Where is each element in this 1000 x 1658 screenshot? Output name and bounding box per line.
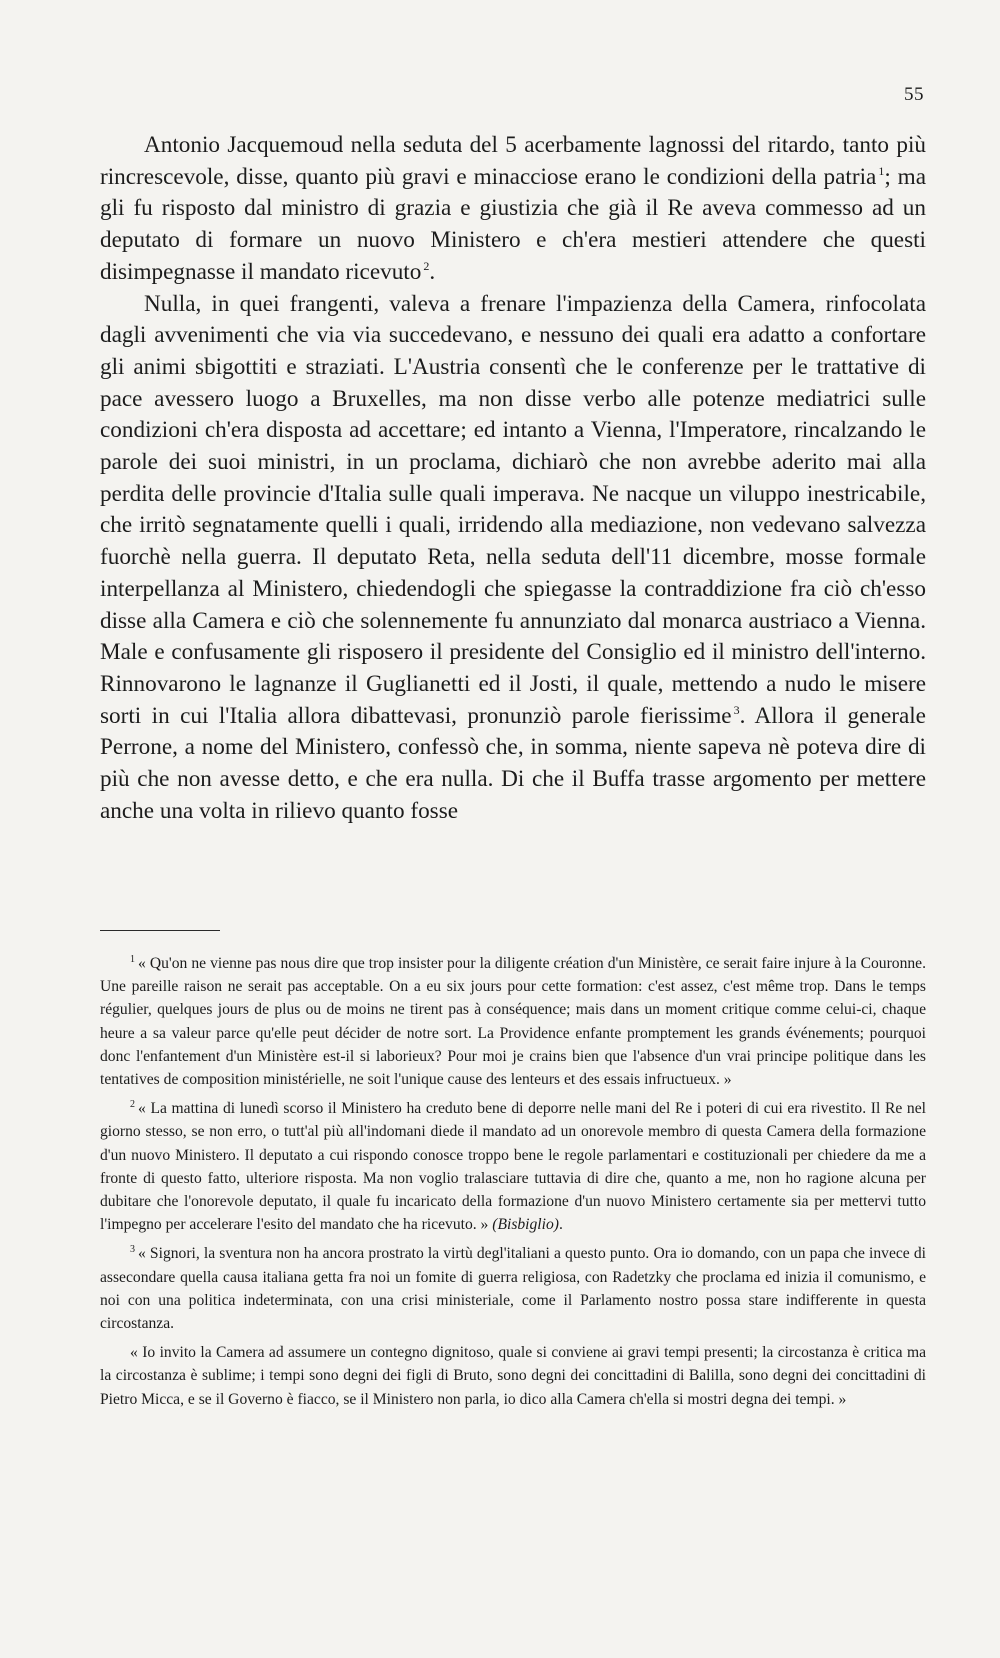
page-number: 55 xyxy=(904,84,924,105)
footnote-marker: 1 xyxy=(130,954,135,965)
paragraph-text: Nulla, in quei frangenti, valeva a frenare l'impazienza della Camera, rinfocolata dagli avvenimenti che via via succedevano, e nessuno dei quali era adatto a confortare gli animi sbigottiti e straziati. L'Austria consentì che le conferenze per le trattative di pace avessero luogo a Bruxelles, ma non disse verbo alle potenze mediatrici sulle condizioni ch'era disposta ad accettare; ed intanto a Vienna, l'Imperatore, rincalzando le parole dei suoi ministri, in un proclama, dichiarò che non avrebbe aderito mai alla perdita delle provincie d'Italia sulle quali imperava. Ne nacque un viluppo inestricabile, che irritò segnatamente quelli i quali, irridendo alla mediazione, non vedevano salvezza fuorchè nella guerra. Il deputato Reta, nella seduta dell'11 dicembre, mosse formale interpellanza al Ministero, chiedendogli che spiegasse la contraddizione fra ciò ch'esso disse alla Camera e ciò che solennemente fu annunziato dal monarca austriaco a Vienna. Male e confusamente gli risposero il presidente del Consiglio ed il ministro dell'interno. Rinnovarono le lagnanze il Guglianetti ed il Josti, il quale, mettendo a nudo le misere sorti in cui l'Italia allora dibattevasi, pronunziò parole fierissime xyxy=(100,290,926,729)
footnote xyxy=(100,1097,926,1236)
footnote-ref: 2 xyxy=(423,258,430,273)
paragraph-text: . Allora il generale Perrone, a nome del Ministero, confessò che, in somma, niente sapeva nè poteva dire di più che non avesse detto, e che era nulla. Di che il Buffa trasse argomento per mettere anche una volta in rilievo quanto fosse xyxy=(100,702,926,824)
footnote-text: « La mattina di lunedì scorso il Ministero ha creduto bene di deporre nelle mani del Re i poteri di cui era rivestito. Il Re nel giorno stesso, se non erro, o tutt'al più all'indomani diede il mandato ad un onorevole membro di questa Camera della formazione d'un nuovo Ministero. Il deputato a cui rispondo conosce troppo bene le regole parlamentari e costituzionali per chiedere da me a fronte di questo fatto, ulteriore risposta. Ma non voglio tralasciare tuttavia di dire che, quanto a me, non ho ragione alcuna per dubitare che l'onorevole deputato, il quale fu incaricato della formazione d'un nuovo Ministero certamente sia per mettervi tutto l'impegno per accelerare l'esito del mandato che ha ricevuto. » xyxy=(100,1100,926,1234)
footnote-italic: (Bisbiglio) xyxy=(492,1216,559,1234)
footnote-text: « Signori, la sventura non ha ancora prostrato la virtù degl'italiani a questo punto. Ora io domando, con un papa che invece di assecondare quella causa italiana getta fra noi un fomite di guerra religiosa, con Radetzky che proclama ed inizia il comunismo, e noi con una politica indeterminata, con una crisi ministeriale, come il Parlamento nostro possa stare indifferente in questa circostanza. xyxy=(100,1245,926,1333)
footnote xyxy=(100,952,926,1091)
footnotes xyxy=(100,952,926,1417)
footnote-text-end: . xyxy=(558,1216,563,1234)
footnote-ref: 1 xyxy=(878,163,885,178)
paragraph-text: . xyxy=(429,258,436,285)
paragraph-text: ; ma gli fu risposto dal ministro di grazia e giustizia che già il Re aveva commesso ad un deputato di formare un nuovo Ministero e ch'era mestieri attendere che questi disimpegnasse il mandato ricevuto xyxy=(100,163,926,285)
footnote-marker: 2 xyxy=(130,1099,135,1111)
paragraph xyxy=(100,289,926,828)
footnote xyxy=(100,1242,926,1335)
footnote-continuation xyxy=(100,1341,926,1411)
paragraph-text: Antonio Jacquemoud nella seduta del 5 acerbamente lagnossi del ritardo, tanto più rincrescevole, disse, quanto più gravi e minacciose erano le condizioni della patria xyxy=(100,132,926,190)
paragraph xyxy=(100,130,926,289)
main-text xyxy=(100,130,926,827)
footnote-text: « Io invito la Camera ad assumere un contegno dignitoso, quale si conviene ai gravi tempi presenti; la circostanza è critica ma la circostanza è sublime; i tempi sono degni dei figli di Bruto, sono degni dei concittadini di Balilla, sono degni dei concittadini di Pietro Micca, e se il Governo è fiacco, se il Ministero non parla, io dico alla Camera ch'ella si mostri degna dei tempi. » xyxy=(100,1344,926,1408)
footnote-text: « Qu'on ne vienne pas nous dire que trop insister pour la diligente création d'un Ministère, ce serait faire injure à la Couronne. Une pareille raison ne serait pas acceptable. On a eu six jours pour cette formation: c'est assez, c'est même trop. Dans le temps régulier, quelques jours de plus ou de moins ne tirent pas à conséquence; mais dans un moment critique comme celui-ci, chaque heure a sa valeur parce qu'elle peut décider de notre sort. La Providence enfante promptement les grands événements; pourquoi donc l'enfantement d'un Ministère est-il si laborieux? Pour moi je crains bien que l'absence d'un vrai principe politique dans les tentatives de composition ministérielle, ne soit l'unique cause des lenteurs et des essais infructueux. » xyxy=(100,955,926,1089)
footnote-marker: 3 xyxy=(130,1244,135,1256)
footnote-divider xyxy=(100,930,220,931)
footnote-ref: 3 xyxy=(733,702,740,717)
